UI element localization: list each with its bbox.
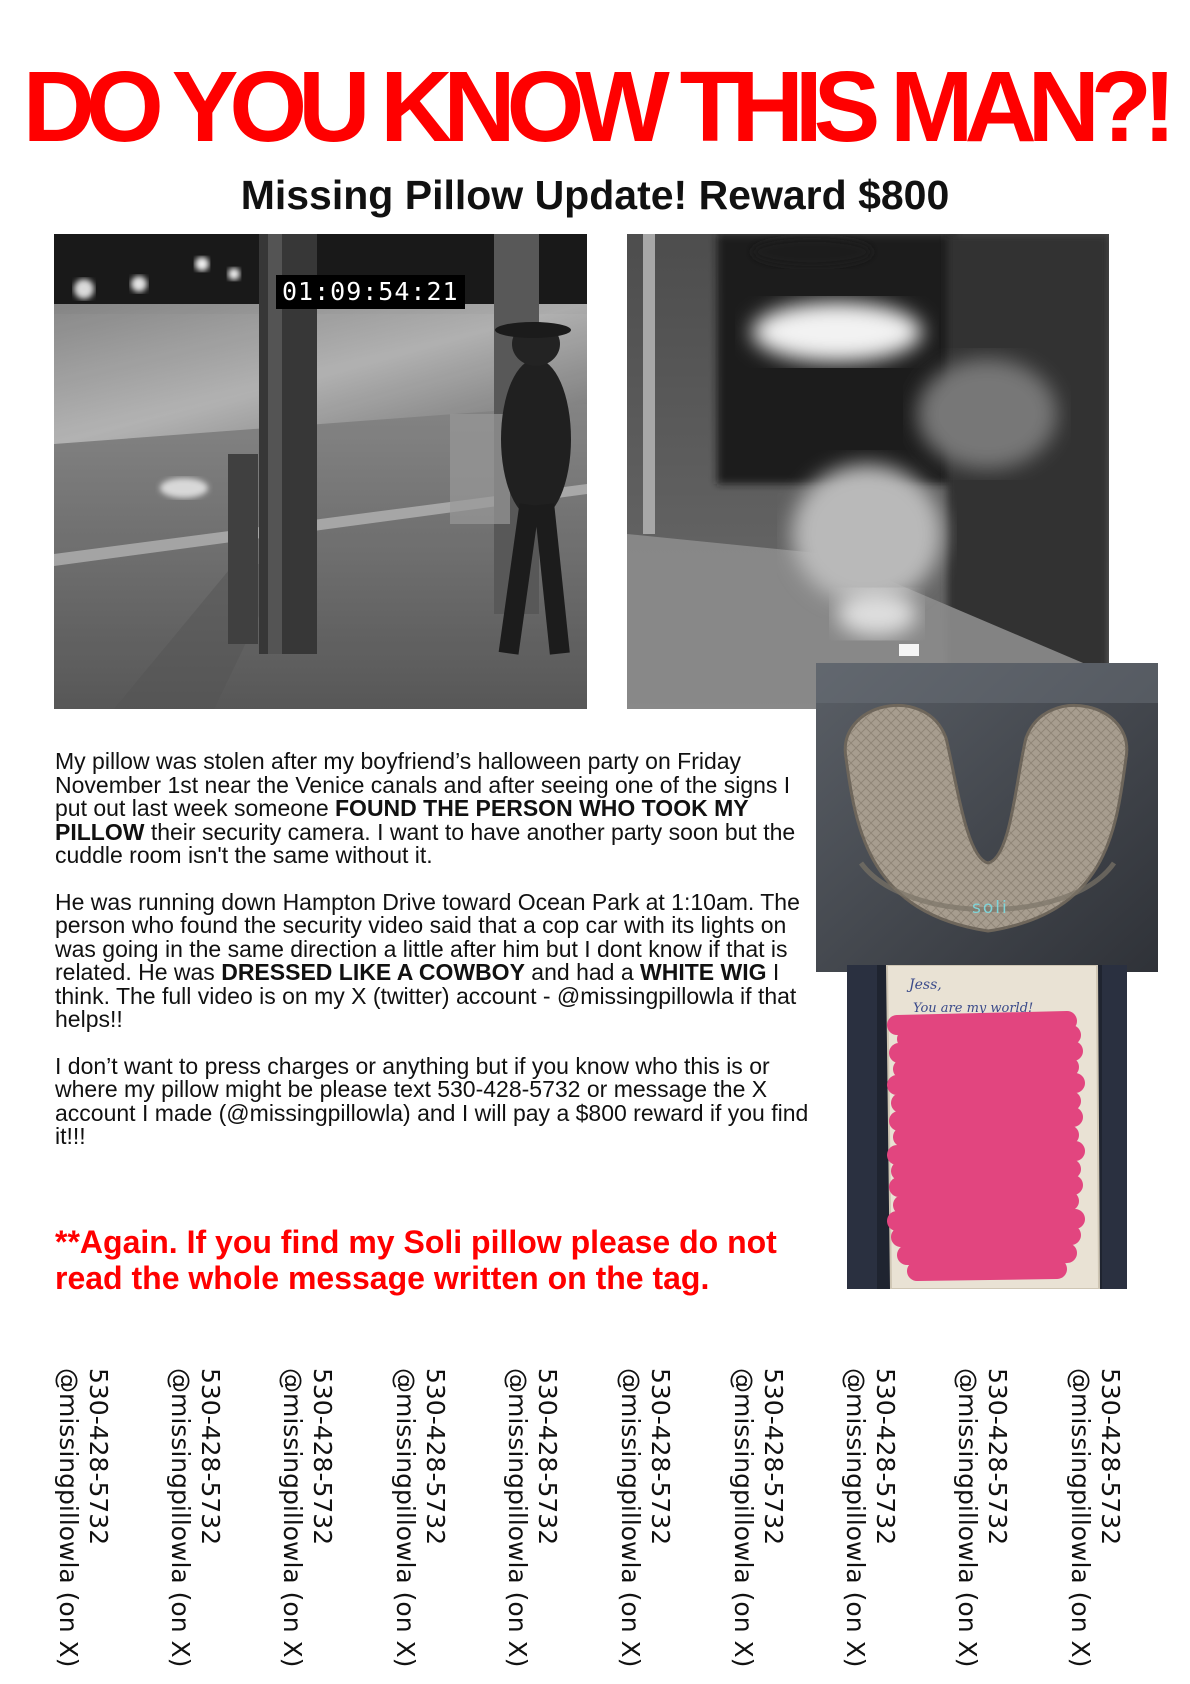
tab-handle: @missingpillowla (on X) bbox=[1066, 1368, 1095, 1668]
tab-phone: 530-428-5732 bbox=[1096, 1368, 1125, 1546]
pillow-brand-label: soli bbox=[972, 898, 1009, 918]
story-text bbox=[55, 750, 825, 1172]
tear-off-tab[interactable] bbox=[716, 1360, 816, 1668]
security-camera-still-2 bbox=[627, 234, 1109, 709]
tab-handle: @missingpillowla (on X) bbox=[729, 1368, 758, 1668]
tab-text bbox=[277, 1368, 337, 1667]
tab-handle: @missingpillowla (on X) bbox=[953, 1368, 982, 1668]
tear-off-tab[interactable] bbox=[153, 1360, 253, 1668]
tab-handle: @missingpillowla (on X) bbox=[54, 1368, 83, 1668]
tab-phone: 530-428-5732 bbox=[646, 1368, 675, 1546]
tab-handle: @missingpillowla (on X) bbox=[503, 1368, 532, 1668]
pillow-tag-photo bbox=[847, 965, 1127, 1289]
tab-text bbox=[840, 1368, 900, 1667]
tab-text bbox=[1065, 1368, 1125, 1667]
tab-handle: @missingpillowla (on X) bbox=[616, 1368, 645, 1668]
tab-phone: 530-428-5732 bbox=[533, 1368, 562, 1546]
tag-handwriting-line2: You are my world! bbox=[913, 1001, 1034, 1016]
tag-handwriting-line1: Jess, bbox=[909, 977, 942, 993]
tear-off-tab[interactable] bbox=[1053, 1360, 1153, 1668]
pillow-photo bbox=[816, 663, 1158, 972]
security-camera-still-1 bbox=[54, 234, 587, 709]
warning-note: **Again. If you find my Soli pillow please do not read the whole message written on the tag. bbox=[55, 1224, 777, 1296]
tab-handle: @missingpillowla (on X) bbox=[166, 1368, 195, 1668]
headline: DO YOU KNOW THIS MAN?! bbox=[22, 51, 1168, 163]
tear-off-tab[interactable] bbox=[828, 1360, 928, 1668]
tear-off-tab[interactable] bbox=[940, 1360, 1040, 1668]
tab-phone: 530-428-5732 bbox=[308, 1368, 337, 1546]
tab-phone: 530-428-5732 bbox=[871, 1368, 900, 1546]
tab-text bbox=[615, 1368, 675, 1667]
tab-text bbox=[952, 1368, 1012, 1667]
tab-text bbox=[390, 1368, 450, 1667]
tab-text bbox=[502, 1368, 562, 1667]
tear-off-tab[interactable] bbox=[378, 1360, 478, 1668]
tab-handle: @missingpillowla (on X) bbox=[278, 1368, 307, 1668]
tab-phone: 530-428-5732 bbox=[196, 1368, 225, 1546]
scribbled-redaction bbox=[897, 1021, 1075, 1271]
subheadline: Missing Pillow Update! Reward $800 bbox=[240, 172, 950, 218]
tear-off-tab[interactable] bbox=[41, 1360, 141, 1668]
tab-handle: @missingpillowla (on X) bbox=[391, 1368, 420, 1668]
camera-still-2-image bbox=[627, 234, 1109, 709]
tear-off-tabs bbox=[0, 1360, 1190, 1668]
tab-phone: 530-428-5732 bbox=[759, 1368, 788, 1546]
tab-phone: 530-428-5732 bbox=[84, 1368, 113, 1546]
tear-off-tab[interactable] bbox=[603, 1360, 703, 1668]
tab-text bbox=[165, 1368, 225, 1667]
tear-off-tab[interactable] bbox=[265, 1360, 365, 1668]
tab-handle: @missingpillowla (on X) bbox=[841, 1368, 870, 1668]
tear-off-tab[interactable] bbox=[490, 1360, 590, 1668]
tab-text bbox=[53, 1368, 113, 1667]
soli-pillow-image bbox=[816, 663, 1158, 972]
tab-text bbox=[728, 1368, 788, 1667]
story-paragraph-1: My pillow was stolen after my boyfriend’s halloween party on Friday November 1st near the Venice canals and after seeing one of the signs I put out last week someone FOUND THE PERSON WHO TOOK MY PILLOW their security camera. I want to have another party soon but the cuddle room isn't the same without it. bbox=[55, 748, 796, 868]
story-paragraph-2: He was running down Hampton Drive toward Ocean Park at 1:10am. The person who found the security video said that a cop car with its lights on was going in the same direction a little after him but I dont know if that is related. He was DRESSED LIKE A COWBOY and had a WHITE WIG I think. The full video is on my X (twitter) account - @missingpillowla if that helps!! bbox=[55, 888, 800, 1032]
tab-phone: 530-428-5732 bbox=[421, 1368, 450, 1546]
camera-timestamp: 01:09:54:21 bbox=[276, 275, 465, 309]
story-paragraph-3: I don’t want to press charges or anything but if you know who this is or where my pillow might be please text 530-428-5732 or message the X account I made (@missingpillowla) and I will pay a $800 reward if you find it!!! bbox=[55, 1052, 809, 1149]
tab-phone: 530-428-5732 bbox=[983, 1368, 1012, 1546]
handwritten-tag-image bbox=[847, 965, 1127, 1289]
